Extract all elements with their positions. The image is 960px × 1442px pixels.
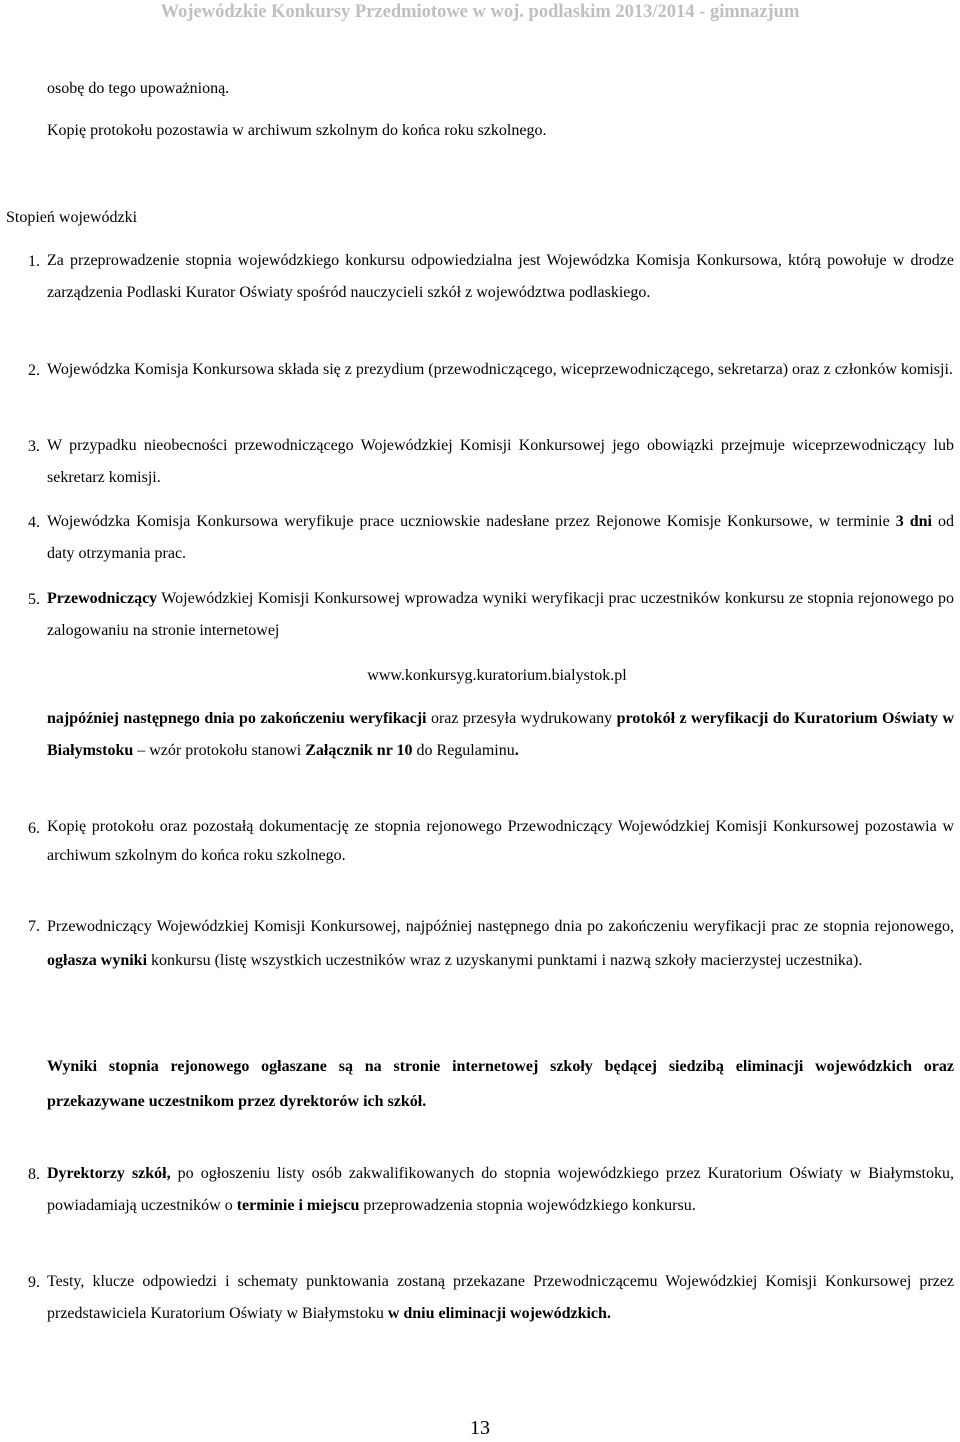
item-5-text: Przewodniczący Wojewódzkiej Komisji Konkursowej wprowadza wyniki weryfikacji prac uczestników konkursu ze stopnia rejonowego po zalogowaniu na stronie internetowej xyxy=(47,590,954,639)
item-1-text: Za przeprowadzenie stopnia wojewódzkiego konkursu odpowiedzialna jest Wojewódzka Komisja Konkursowa, którą powołuje w drodze zarządzenia Podlaski Kurator Oświaty spośród nauczycieli szkół z województwa podlaskiego. xyxy=(47,252,954,301)
item-number-8: 8. xyxy=(28,1166,40,1183)
website-url: www.konkursyg.kuratorium.bialystok.pl xyxy=(367,667,627,684)
item-9-text: Testy, klucze odpowiedzi i schematy punktowania zostaną przekazane Przewodniczącemu Wojewódzkiej Komisji Konkursowej przez przedstawiciela Kuratorium Oświaty w Białymstoku w dniu eliminacji wojewódzkich. xyxy=(47,1273,954,1322)
item-number-9: 9. xyxy=(28,1274,40,1291)
item-number-6: 6. xyxy=(28,820,40,837)
item-number-1: 1. xyxy=(28,253,40,270)
page-header-title: Wojewódzkie Konkursy Przedmiotowe w woj. podlaskim 2013/2014 - gimnazjum xyxy=(160,2,800,22)
page-number: 13 xyxy=(470,1417,490,1439)
item-number-2: 2. xyxy=(28,362,40,379)
section-title: Stopień wojewódzki xyxy=(6,209,138,226)
item-4-deadline: 3 dni xyxy=(895,513,932,530)
item-8-text: Dyrektorzy szkół, po ogłoszeniu listy osób zakwalifikowanych do stopnia wojewódzkiego przez Kuratorium Oświaty w Białymstoku, powiadamiają uczestników o terminie i miejscu przeprowadzenia stopnia wojewódzkiego konkursu. xyxy=(47,1165,955,1214)
item-7-text: Przewodniczący Wojewódzkiej Komisji Konkursowej, najpóźniej następnego dnia po zakończeniu weryfikacji prac ze stopnia rejonowego, ogłasza wyniki konkursu (listę wszystkich uczestników wraz z uzyskanymi punktami i nazwą szkoły macierzystej uczestnika). xyxy=(47,918,954,969)
intro-line-1: osobę do tego upoważnioną. xyxy=(47,80,230,97)
item-number-4: 4. xyxy=(28,514,40,531)
item-number-3: 3. xyxy=(28,438,40,455)
item-6-text: Kopię protokołu oraz pozostałą dokumentację ze stopnia rejonowego Przewodniczący Wojewódzkiej Komisji Konkursowej pozostawia w archiwum szkolnym do końca roku szkolnego. xyxy=(47,818,954,864)
item-number-7: 7. xyxy=(28,918,40,935)
item-number-5: 5. xyxy=(28,591,40,608)
item-5-continuation: najpóźniej następnego dnia po zakończeniu weryfikacji oraz przesyła wydrukowany protokół z weryfikacji do Kuratorium Oświaty w Białymstoku – wzór protokołu stanowi Załącznik nr 10 do Regulaminu. xyxy=(47,710,955,759)
intro-line-2: Kopię protokołu pozostawia w archiwum szkolnym do końca roku szkolnego. xyxy=(47,122,547,139)
item-4-text: Wojewódzka Komisja Konkursowa weryfikuje prace uczniowskie nadesłane przez Rejonowe Komisje Konkursowe, w terminie 3 dni od daty otrzymania prac. xyxy=(47,513,955,562)
item-3-text: W przypadku nieobecności przewodniczącego Wojewódzkiej Komisji Konkursowej jego obowiązki przejmuje wiceprzewodniczący lub sekretarz komisji. xyxy=(47,437,954,486)
item-2-text: Wojewódzka Komisja Konkursowa składa się z prezydium (przewodniczącego, wiceprzewodniczącego, sekretarza) oraz z członków komisji. xyxy=(47,361,953,378)
item-7-results-note: Wyniki stopnia rejonowego ogłaszane są na stronie internetowej szkoły będącej siedzibą eliminacji wojewódzkich oraz przekazywane uczestnikom przez dyrektorów ich szkół. xyxy=(47,1058,954,1110)
